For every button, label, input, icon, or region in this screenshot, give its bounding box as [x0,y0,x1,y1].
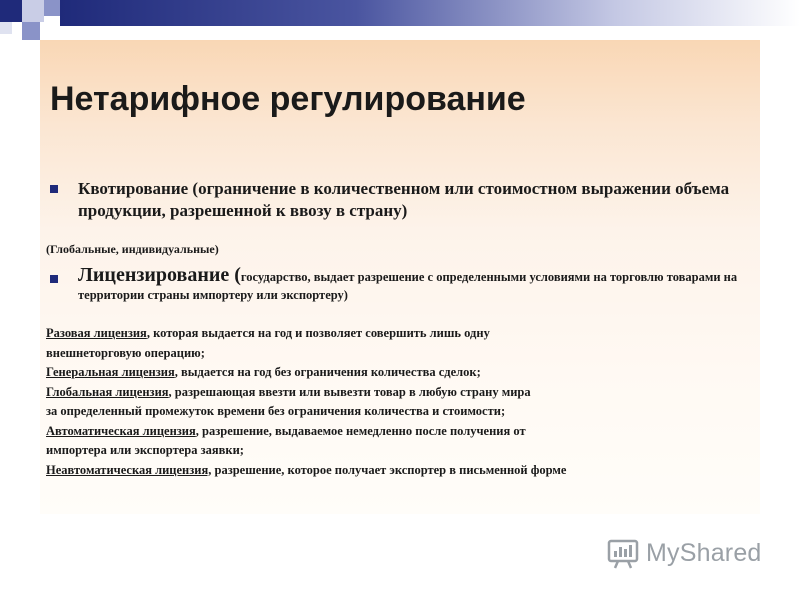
license-line [46,461,746,481]
license-line [46,344,746,364]
license-term: Автоматическая лицензия [46,423,196,438]
license-term: Генеральная лицензия [46,365,175,379]
bullet-licensing [50,266,740,304]
license-line [46,402,746,422]
license-desc: разрешение, которое получает экспортер в письменной форме [211,462,567,477]
watermark-text: MyShared [646,538,762,567]
presentation-board-icon [606,536,640,570]
bullet-quota [50,178,740,222]
license-desc: за определенный промежуток времени без ограничения количества и стоимости; [46,404,506,418]
license-desc: , выдается на год без ограничения количества сделок; [174,365,481,379]
license-desc: импортера или экспортера заявки; [46,443,244,457]
license-line [46,422,746,442]
slide-title: Нетарифное регулирование [50,80,526,118]
license-desc: , разрешающая ввезти или вывезти товар в любую страну мира [168,384,531,399]
quota-types-note: (Глобальные, индивидуальные) [46,242,219,256]
decor-square [0,22,12,34]
license-desc: , которая выдается на год и позволяет совершить лишь одну [146,326,490,340]
decor-square [0,0,22,22]
bullet-rest: государство, выдает разрешение с определенными условиями на торговлю товарами на территории страны импортеру или экспортеру) [78,270,738,302]
license-desc: , разрешение, выдаваемое немедленно после получения от [195,423,526,438]
license-line [46,363,746,383]
license-desc: внешнеторговую операцию; [46,345,205,360]
square-bullet-icon [50,275,58,283]
header-gradient-bar [60,0,800,26]
bullet-text [78,266,740,304]
decor-square [22,0,44,22]
license-term: Неавтоматическая лицензия, [46,462,212,477]
decor-square [22,22,40,40]
square-bullet-icon [50,185,58,193]
license-line [46,324,746,344]
bullet-text: Квотирование (ограничение в количественном или стоимостном выражении объема продукции, разрешенной к ввозу в страну) [78,179,730,220]
license-line [46,441,746,461]
bullet-lead: Лицензирование ( [78,264,241,286]
license-term: Глобальная лицензия [46,384,169,399]
decor-square [44,0,60,16]
license-types-list [46,324,746,480]
license-term: Разовая лицензия [46,326,147,340]
license-line [46,383,746,403]
myshared-watermark[interactable] [606,536,762,570]
